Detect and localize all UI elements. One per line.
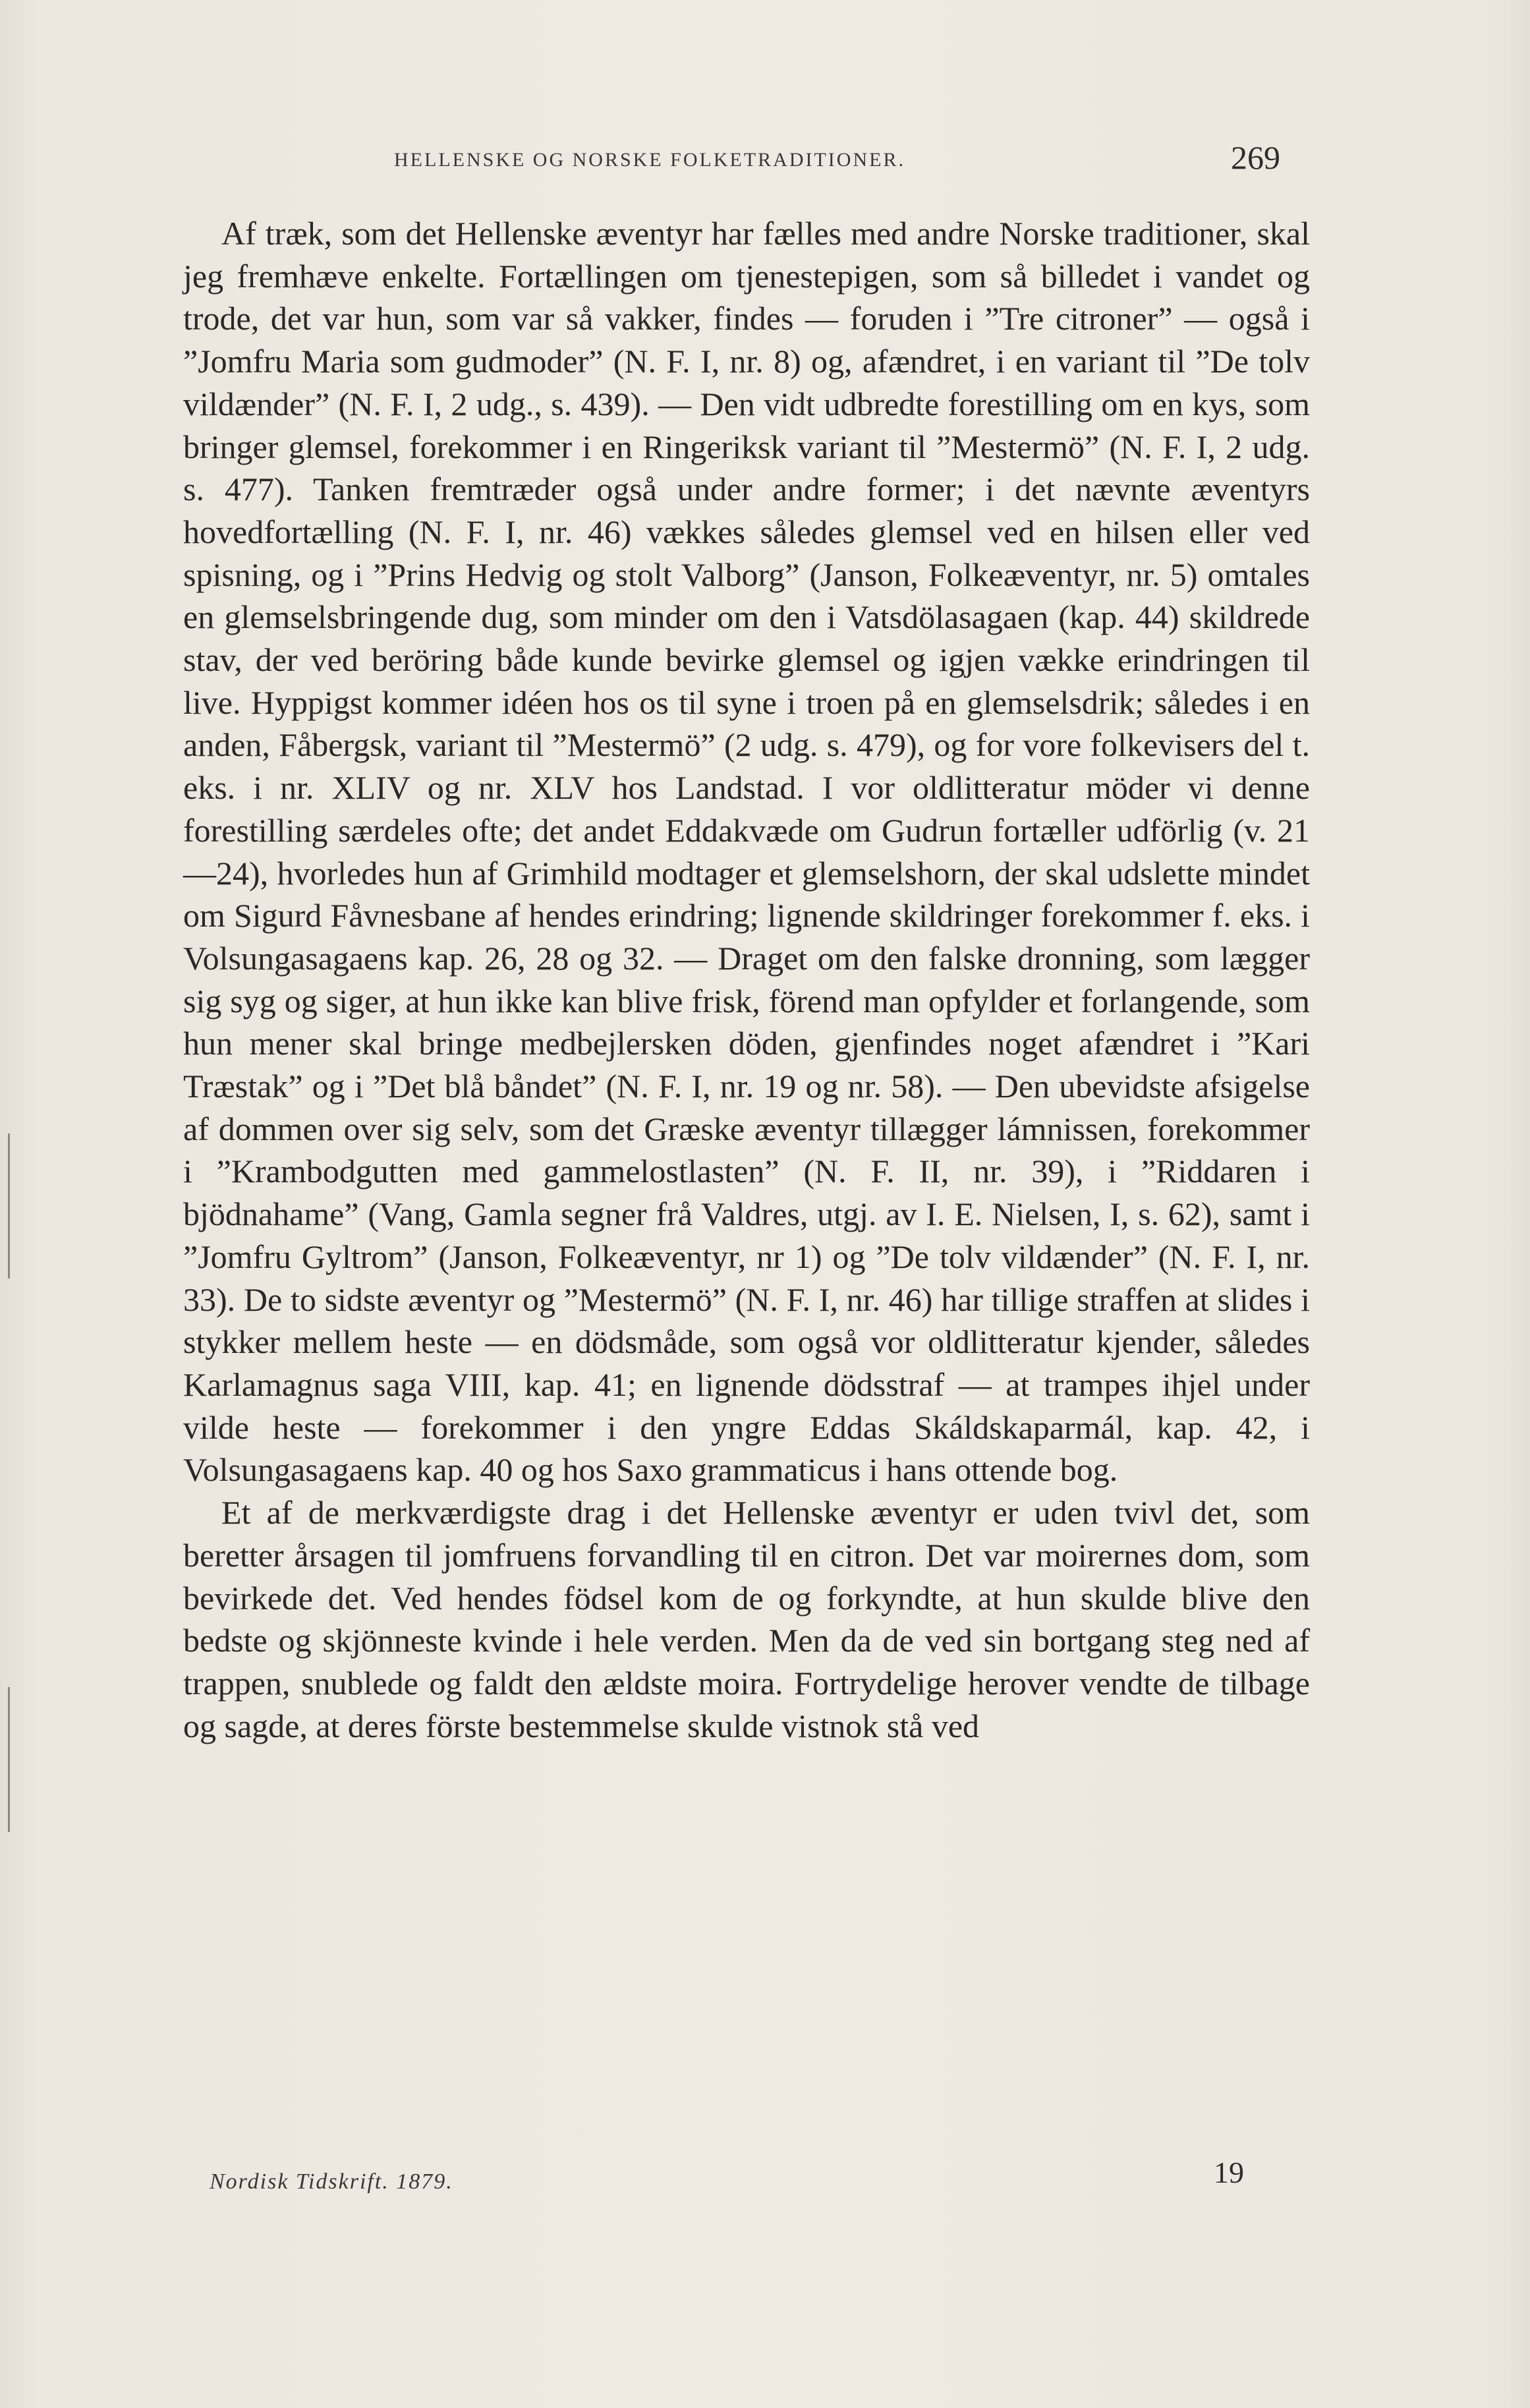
page-footer <box>210 2155 1244 2201</box>
running-head: HELLENSKE OG NORSKE FOLKETRADITIONER. <box>394 149 905 171</box>
page-edge-mark <box>8 1687 10 1832</box>
page-edge-mark <box>8 1133 10 1278</box>
sheet-number: 19 <box>1214 2156 1244 2189</box>
page-header <box>394 138 1280 185</box>
paragraph: Af træk, som det Hellenske æventyr har fælles med andre Norske traditioner, skal jeg fremhæve enkelte. Fortællingen om tjenestepigen, som så billedet i vandet og trode, det var hun, som var så vakker, findes — foruden i ”Tre citroner” — også i ”Jomfru Maria som gudmoder” (N. F. I, nr. 8) og, afændret, i en variant til ”De tolv vildænder” (N. F. I, 2 udg., s. 439). — Den vidt udbredte forestilling om en kys, som bringer glemsel, forekommer i en Ringeriksk variant til ”Mestermö” (N. F. I, 2 udg. s. 477). Tanken fremtræder også under andre former; i det nævnte æventyrs hovedfortælling (N. F. I, nr. 46) vækkes således glemsel ved en hilsen eller ved spisning, og i ”Prins Hedvig og stolt Valborg” (Janson, Folkeæventyr, nr. 5) omtales en glemselsbringende dug, som minder om den i Vatsdölasagaen (kap. 44) skildrede stav, der ved beröring både kunde bevirke glemsel og igjen vække erindringen til live. Hyppigst kommer idéen hos os til syne i troen på en glemselsdrik; således i en anden, Fåbergsk, variant til ”Mestermö” (2 udg. s. 479), og for vore folkevisers del t. eks. i nr. XLIV og nr. XLV hos Landstad. I vor oldlitteratur möder vi denne forestilling særdeles ofte; det andet Eddakvæde om Gudrun fortæller udförlig (v. 21—24), hvorledes hun af Grimhild modtager et glemselshorn, der skal udslette mindet om Sigurd Fåvnesbane af hendes erindring; lignende skildringer forekommer f. eks. i Volsungasagaens kap. 26, 28 og 32. — Draget om den falske dronning, som lægger sig syg og siger, at hun ikke kan blive frisk, förend man opfylder et forlangende, som hun mener skal bringe medbejlersken döden, gjenfindes noget afændret i ”Kari Træstak” og i ”Det blå båndet” (N. F. I, nr. 19 og nr. 58). — Den ubevidste afsigelse af dommen over sig selv, som det Græske æventyr tillægger lámnissen, forekommer i ”Krambodgutten med gammelostlasten” (N. F. II, nr. 39), i ”Riddaren i bjödnahame” (Vang, Gamla segner frå Valdres, utgj. av I. E. Nielsen, I, s. 62), samt i ”Jomfru Gyltrom” (Janson, Folkeæventyr, nr 1) og ”De tolv vildænder” (N. F. I, nr. 33). De to sidste æventyr og ”Mestermö” (N. F. I, nr. 46) har tillige straffen at slides i stykker mellem heste — en dödsmåde, som også vor oldlitteratur kjender, således Karlamagnus saga VIII, kap. 41; en lignende dödsstraf — at trampes ihjel under vilde heste — forekommer i den yngre Eddas Skáldskaparmál, kap. 42, i Volsungasagaens kap. 40 og hos Saxo grammaticus i hans ottende bog. <box>183 215 1310 1489</box>
page-number: 269 <box>1231 139 1280 176</box>
paragraph: Et af de merkværdigste drag i det Hellenske æventyr er uden tvivl det, som beretter årsagen til jomfruens forvandling til en citron. Det var moirernes dom, som bevirkede det. Ved hendes födsel kom de og forkyndte, at hun skulde blive den bedste og skjönneste kvinde i hele verden. Men da de ved sin bortgang steg ned af trappen, snublede og faldt den ældste moira. Fortrydelige herover vendte de tilbage og sagde, at deres förste bestemmelse skulde vistnok stå ved <box>183 1494 1310 1744</box>
journal-signature: Nordisk Tidskrift. 1879. <box>210 2169 453 2194</box>
body-text <box>183 212 1310 1747</box>
